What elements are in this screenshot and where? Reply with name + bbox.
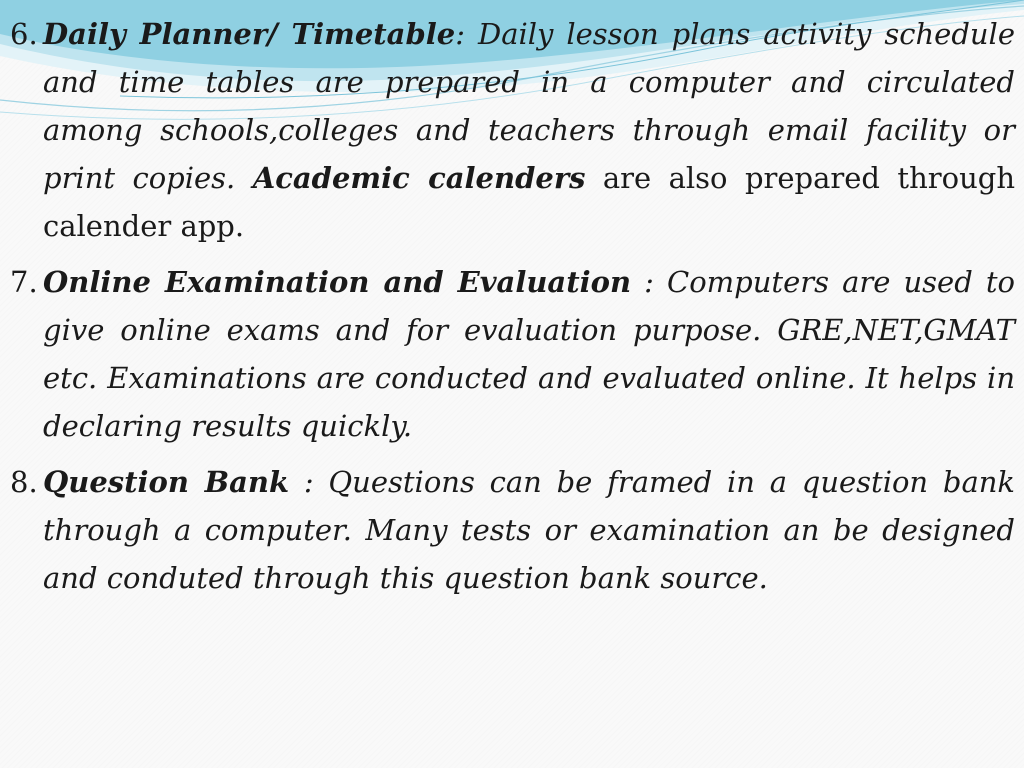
item-body xyxy=(10,258,1015,450)
item-number: 6. xyxy=(10,17,38,51)
item-sub-text: are also prepared through calender app. xyxy=(43,161,1016,243)
item-heading: Online Examination and Evaluation xyxy=(43,265,632,299)
content-area xyxy=(0,10,1024,602)
list-item xyxy=(10,10,1015,250)
item-separator: : xyxy=(455,17,478,51)
item-text: Questions can be framed in a question bank through a computer. Many tests or examination an be designed and conduted through this question bank source. xyxy=(43,465,1015,595)
item-separator: : xyxy=(289,465,329,499)
item-body xyxy=(10,10,1015,250)
item-separator: : xyxy=(631,265,668,299)
item-heading: Daily Planner/ Timetable xyxy=(43,17,456,51)
item-number: 8. xyxy=(10,465,38,499)
list-item xyxy=(10,258,1015,450)
item-text: Daily lesson plans activity schedule and time tables are prepared in a computer and circulated among schools,colleges and teachers through email facility or print copies. xyxy=(43,17,1015,195)
item-heading: Question Bank xyxy=(43,465,290,499)
list-item xyxy=(10,458,1015,602)
item-body xyxy=(10,458,1015,602)
item-number: 7. xyxy=(10,265,38,299)
item-sub-heading: Academic calenders xyxy=(252,161,586,195)
item-text: Computers are used to give online exams and for evaluation purpose. GRE,NET,GMAT etc. Examinations are conducted and evaluated online. It helps in declaring results quickly. xyxy=(43,265,1015,443)
